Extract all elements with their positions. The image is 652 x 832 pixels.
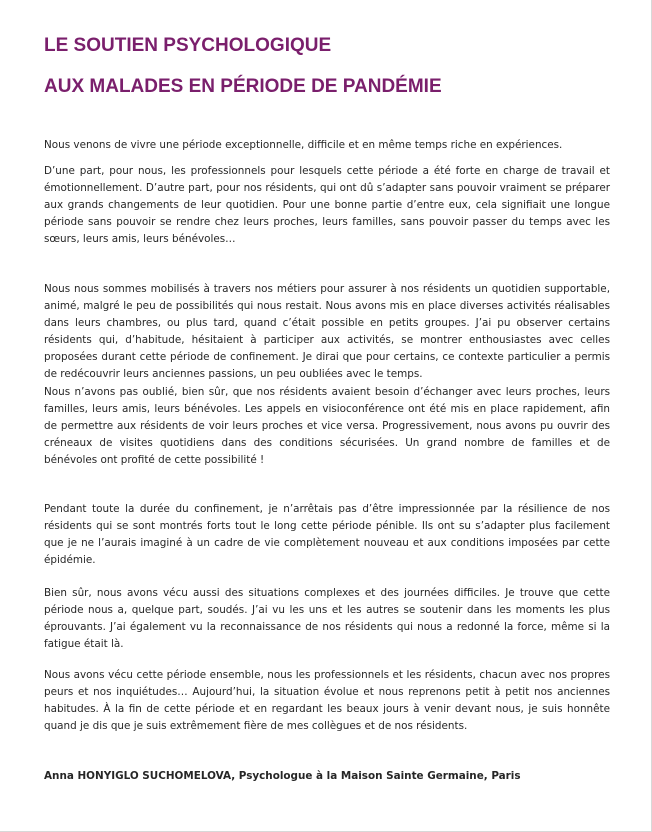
paragraph-resilience: Pendant toute la durée du confinement, je n’arrêtais pas d’être impressionnée par la résilience de nos résidents qui se sont montrés forts tout le long cette période pénible. Ils ont su s’adapter plus facilement que je ne l’aurais imaginé à un cadre de vie complètement nouveau et aux conditions imposées par cette épidémie. <box>44 503 610 567</box>
paragraph-professionals-residents: D’une part, pour nous, les professionnels pour lesquels cette période a été forte en charge de travail et émotionnellement. D’autre part, pour nos résidents, qui ont dû s’adapter sans pouvoir vraiment se préparer aux grands changements de leur quotidien. Pour une bonne partie d’entre eux, cela signifiait une longue période sans pouvoir se rendre chez leurs proches, leurs familles, sans pouvoir passer du temps avec les sœurs, leurs amis, leurs bénévoles… <box>44 165 610 246</box>
page-title-line-1: LE SOUTIEN PSYCHOLOGIQUE <box>44 35 332 56</box>
paragraph-activities: Nous nous sommes mobilisés à travers nos métiers pour assurer à nos résidents un quotidien supportable, animé, malgré le peu de possibilités qui nous restait. Nous avons mis en place diverses activités réalisables dans leurs chambres, ou plus tard, quand c’était possible en petits groupes. J’ai pu observer certains résidents qui, d’habitude, hésitaient à participer aux activités, se montrer enthousiastes avec celles proposées durant cette période de confinement. Je dirai que pour certains, ce contexte particulier a permis de redécouvrir leurs anciennes passions, un peu oubliées avec le temps. <box>44 283 610 381</box>
page-title-line-2: AUX MALADES EN PÉRIODE DE PANDÉMIE <box>44 76 442 97</box>
paragraph-difficult-situations: Bien sûr, nous avons vécu aussi des situations complexes et des journées difficiles. Je trouve que cette période nous a, quelque part, soudés. J’ai vu les uns et les autres se soutenir dans les moments les plus éprouvants. J’ai également vu la reconnaissance de nos résidents qui nous a redonné la force, même si la fatigue était là. <box>44 587 610 651</box>
author-signature: Anna HONYIGLO SUCHOMELOVA, Psychologue à la Maison Sainte Germaine, Paris <box>44 770 521 782</box>
paragraph-intro: Nous venons de vivre une période exceptionnelle, difficile et en même temps riche en expériences. <box>44 139 563 151</box>
paragraph-conclusion: Nous avons vécu cette période ensemble, nous les professionnels et les résidents, chacun avec nos propres peurs et nos inquiétudes… Aujourd’hui, la situation évolue et nous reprenons petit à petit nos anciennes habitudes. À la fin de cette période et en regardant les beaux jours à venir devant nous, je suis honnête quand je dis que je suis extrêmement fière de mes collègues et de nos résidents. <box>44 669 610 733</box>
paragraph-visits: Nous n’avons pas oublié, bien sûr, que nos résidents avaient besoin d’échanger avec leurs proches, leurs familles, leurs amis, leurs bénévoles. Les appels en visioconférence ont été mis en place rapidement, afin de permettre aux résidents de voir leurs proches et vice versa. Progressivement, nous avons pu ouvrir des créneaux de visites quotidiens dans des conditions sécurisées. Un grand nombre de familles et de bénévoles ont profité de cette possibilité ! <box>44 386 610 467</box>
